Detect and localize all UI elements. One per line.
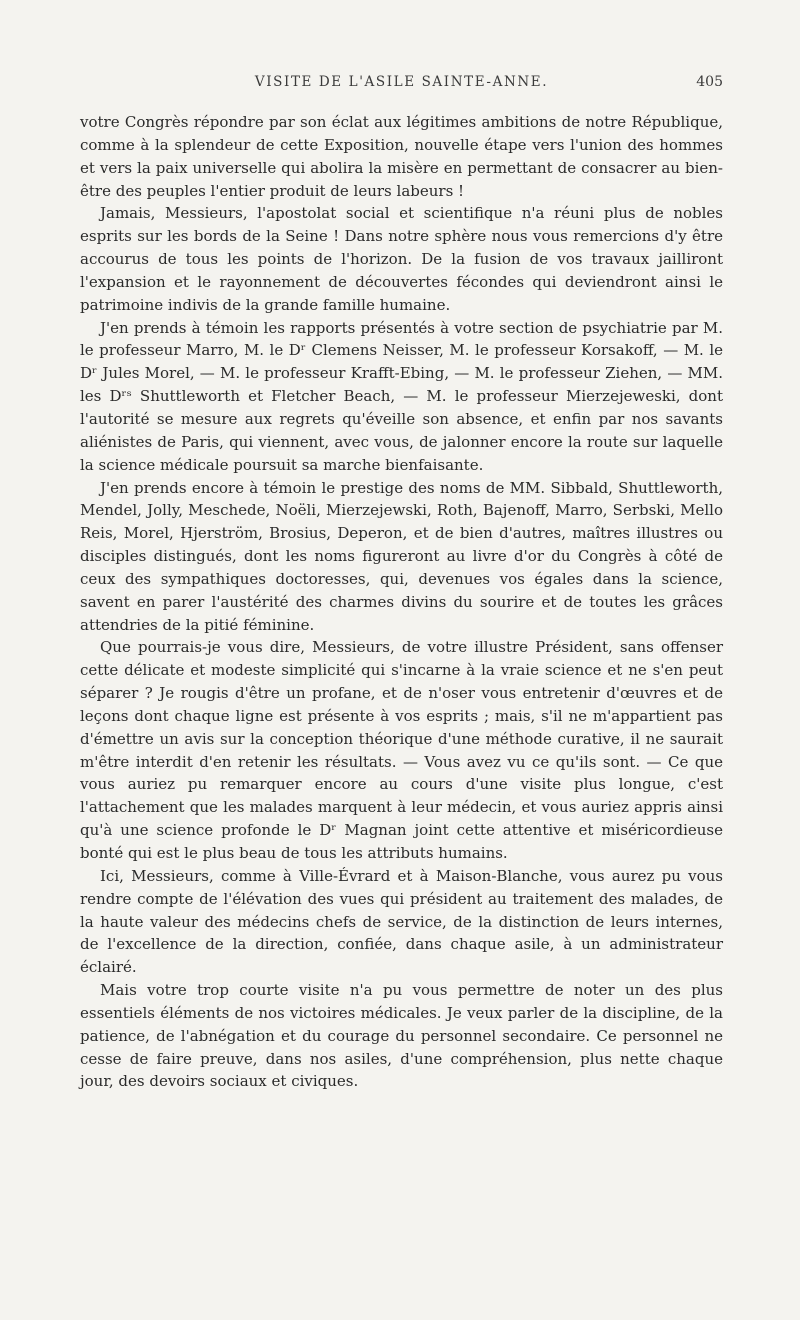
paragraph: votre Congrès répondre par son éclat aux légitimes ambitions de notre République, comme à la splendeur de cette Exposition, nouvelle étape vers l'union des hommes et vers la paix universelle qui abolira la misère en permettant de consacrer au bien-être des peuples l'entier produit de leurs labeurs ! [80,113,723,200]
body-text [80,111,723,1093]
page-header [80,74,723,98]
paragraph: J'en prends à témoin les rapports présentés à votre section de psychiatrie par M. le professeur Marro, M. le Dʳ Clemens Neisser, M. le professeur Korsakoff, — M. le Dʳ Jules Morel, — M. le professeur Krafft-Ebing, — M. le professeur Ziehen, — MM. les Dʳˢ Shuttleworth et Fletcher Beach, — M. le professeur Mierzejeweski, dont l'autorité se mesure aux regrets qu'éveille son absence, et enfin par nos savants aliénistes de Paris, qui viennent, avec vous, de jalonner encore la route sur laquelle la science médicale poursuit sa marche bienfaisante. [80,318,723,474]
paragraph: Ici, Messieurs, comme à Ville-Évrard et à Maison-Blanche, vous aurez pu vous rendre compte de l'élévation des vues qui président au traitement des malades, de la haute valeur des médecins chefs de service, de la distinction de leurs internes, de l'excellence de la direction, confiée, dans chaque asile, à un administrateur éclairé. [80,866,723,977]
paragraph: Que pourrais-je vous dire, Messieurs, de votre illustre Président, sans offenser cette délicate et modeste simplicité qui s'incarne à la vraie science et ne s'en peut séparer ? Je rougis d'être un profane, et de n'oser vous entretenir d'œuvres et de leçons dont chaque ligne est présente à vos esprits ; mais, s'il ne m'appartient pas d'émettre un avis sur la conception théorique d'une méthode curative, il ne saurait m'être interdit d'en retenir les résultats. — Vous avez vu ce qu'ils sont. — Ce que vous auriez pu remarquer encore au cours d'une visite plus longue, c'est l'attachement que les malades marquent à leur médecin, et vous auriez appris ainsi qu'à une science profonde le Dʳ Magnan joint cette attentive et miséricordieuse bonté qui est le plus beau de tous les attributs humains. [80,638,723,862]
paragraph: Jamais, Messieurs, l'apostolat social et scientifique n'a réuni plus de nobles esprits sur les bords de la Seine ! Dans notre sphère nous vous remercions d'y être accourus de tous les points de l'horizon. De la fusion de vos travaux jailliront l'expansion et le rayonnement de découvertes fécondes qui deviendront ainsi le patrimoine indivis de la grande famille humaine. [80,204,723,314]
page-number: 405 [696,74,723,90]
paragraph: Mais votre trop courte visite n'a pu vous permettre de noter un des plus essentiels éléments de nos victoires médicales. Je veux parler de la discipline, de la patience, de l'abnégation et du courage du personnel secondaire. Ce personnel ne cesse de faire preuve, dans nos asiles, d'une compréhension, plus nette chaque jour, des devoirs sociaux et civiques. [80,981,723,1091]
running-title: VISITE DE L'ASILE SAINTE-ANNE. [254,74,549,90]
paragraph: J'en prends encore à témoin le prestige des noms de MM. Sibbald, Shuttleworth, Mendel, Jolly, Meschede, Noëli, Mierzejewski, Roth, Bajenoff, Marro, Serbski, Mello Reis, Morel, Hjerström, Brosius, Deperon, et de bien d'autres, maîtres illustres ou disciples distingués, dont les noms figureront au livre d'or du Congrès à côté de ceux des sympathiques doctoresses, qui, devenues vos égales dans la science, savent en parer l'austérité des charmes divins du sourire et de toutes les grâces attendries de la pitié féminine. [80,478,723,634]
